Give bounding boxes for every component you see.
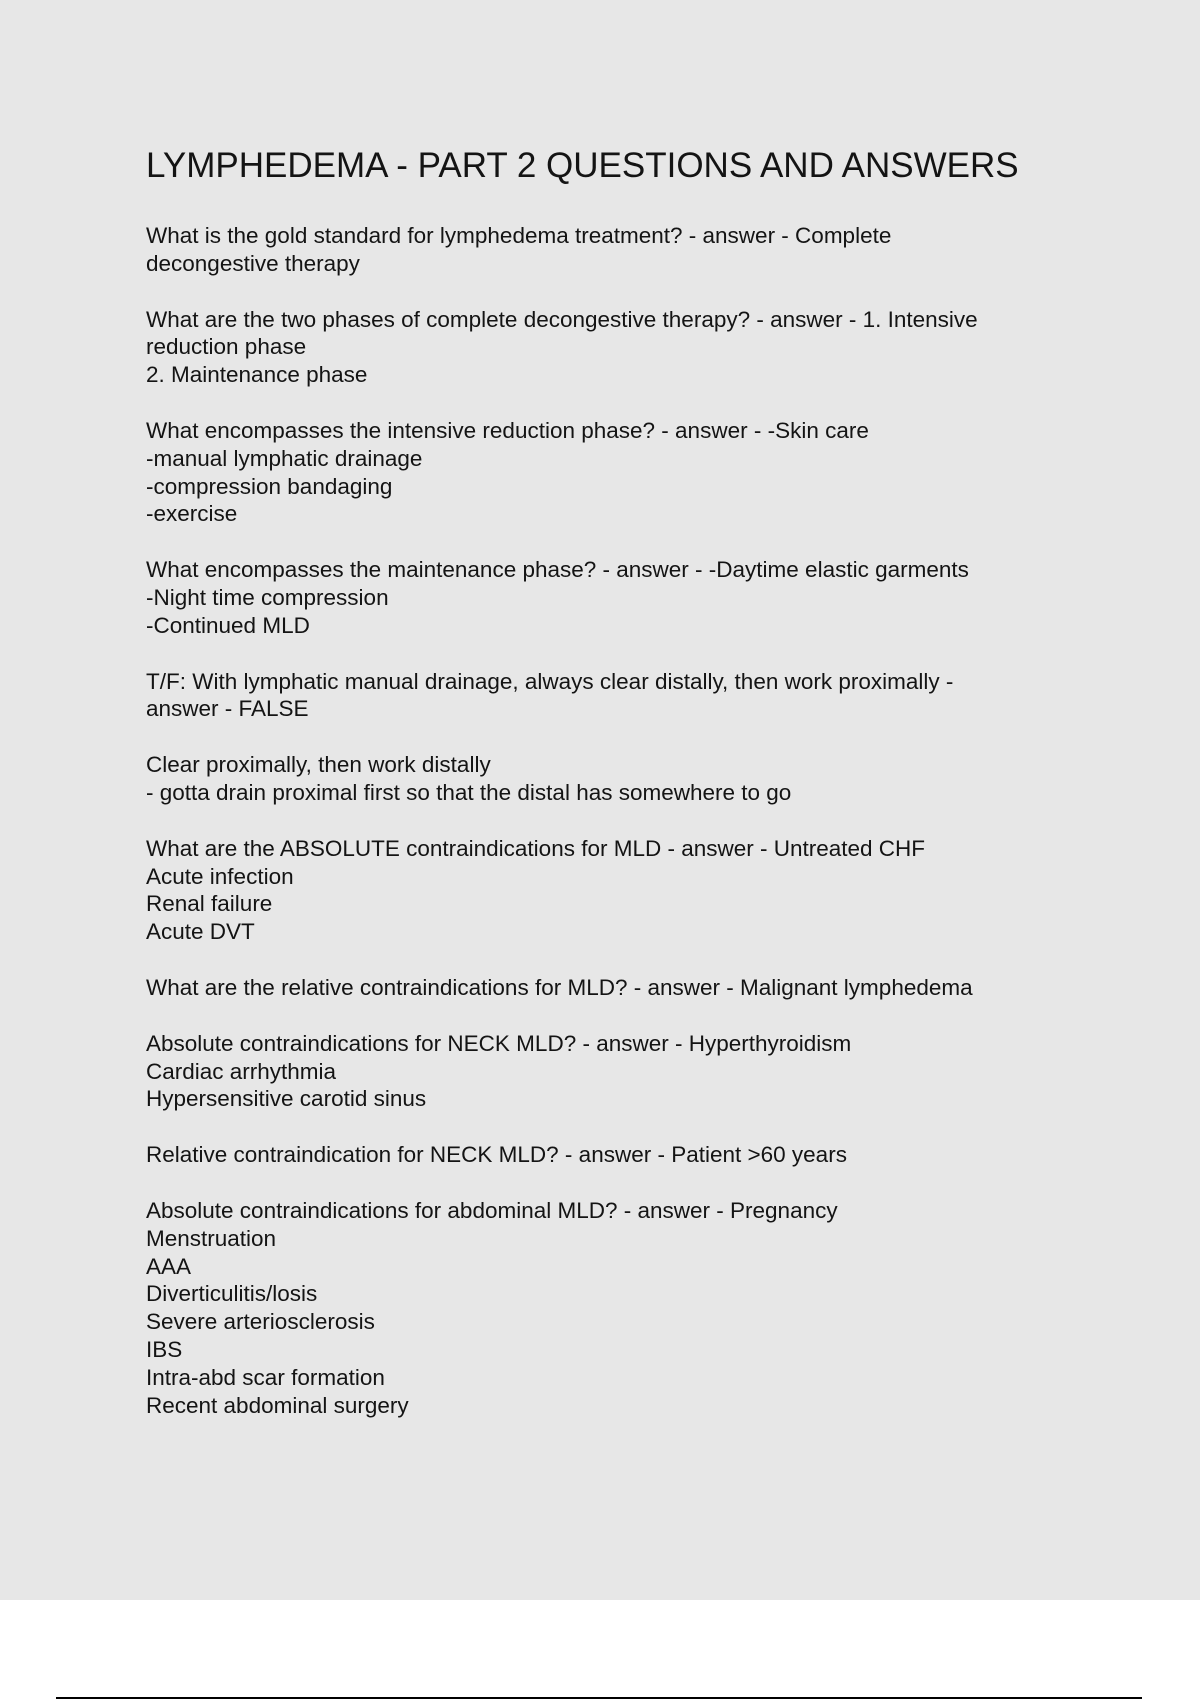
qa-item [146, 974, 1086, 1002]
qa-line: Renal failure [146, 891, 273, 917]
qa-line: Recent abdominal surgery [146, 1392, 409, 1418]
qa-line: reduction phase [146, 334, 307, 360]
qa-line: What are the relative contraindications for MLD? - answer - Malignant lymphedema [146, 974, 973, 1000]
qa-line: -manual lymphatic drainage [146, 445, 423, 471]
qa-line: Diverticulitis/losis [146, 1281, 318, 1307]
qa-item [146, 222, 1086, 278]
qa-list [146, 222, 1086, 1419]
qa-item [146, 668, 1086, 724]
document-content [146, 140, 1086, 1447]
qa-line: -compression bandaging [146, 473, 393, 499]
qa-item [146, 306, 1086, 389]
qa-line: Acute infection [146, 863, 294, 889]
qa-line: Absolute contraindications for NECK MLD? - answer - Hyperthyroidism [146, 1030, 852, 1056]
qa-item [146, 417, 1086, 528]
qa-line: What are the ABSOLUTE contraindications for MLD - answer - Untreated CHF [146, 835, 926, 861]
qa-line: What are the two phases of complete decongestive therapy? - answer - 1. Intensive [146, 306, 978, 332]
qa-item [146, 556, 1086, 639]
qa-item [146, 1141, 1086, 1169]
page-title: LYMPHEDEMA - PART 2 QUESTIONS AND ANSWERS [146, 146, 1019, 185]
qa-line: Hypersensitive carotid sinus [146, 1086, 427, 1112]
qa-line: -Continued MLD [146, 612, 310, 638]
qa-line: - gotta drain proximal first so that the distal has somewhere to go [146, 779, 792, 805]
qa-line: AAA [146, 1253, 192, 1279]
qa-line: IBS [146, 1336, 183, 1362]
qa-line: Acute DVT [146, 919, 255, 945]
qa-line: T/F: With lymphatic manual drainage, always clear distally, then work proximally - [146, 668, 954, 694]
qa-line: What is the gold standard for lymphedema treatment? - answer - Complete [146, 223, 892, 248]
qa-line: Absolute contraindications for abdominal MLD? - answer - Pregnancy [146, 1197, 838, 1223]
qa-line: Relative contraindication for NECK MLD? - answer - Patient >60 years [146, 1142, 847, 1168]
qa-line: What encompasses the maintenance phase? - answer - -Daytime elastic garments [146, 557, 969, 583]
qa-item [146, 835, 1086, 946]
qa-item [146, 751, 1086, 807]
qa-line: 2. Maintenance phase [146, 362, 368, 388]
qa-line: Severe arteriosclerosis [146, 1309, 375, 1335]
qa-line: decongestive therapy [146, 250, 360, 276]
qa-line: answer - FALSE [146, 696, 309, 722]
qa-line: Cardiac arrhythmia [146, 1058, 337, 1084]
qa-item [146, 1030, 1086, 1113]
footer-divider [56, 1697, 1142, 1699]
qa-item [146, 1197, 1086, 1419]
qa-line: -exercise [146, 501, 238, 527]
qa-line: What encompasses the intensive reduction phase? - answer - -Skin care [146, 417, 869, 443]
qa-line: Clear proximally, then work distally [146, 752, 491, 778]
qa-line: -Night time compression [146, 584, 389, 610]
qa-line: Intra-abd scar formation [146, 1364, 385, 1390]
qa-line: Menstruation [146, 1225, 277, 1251]
